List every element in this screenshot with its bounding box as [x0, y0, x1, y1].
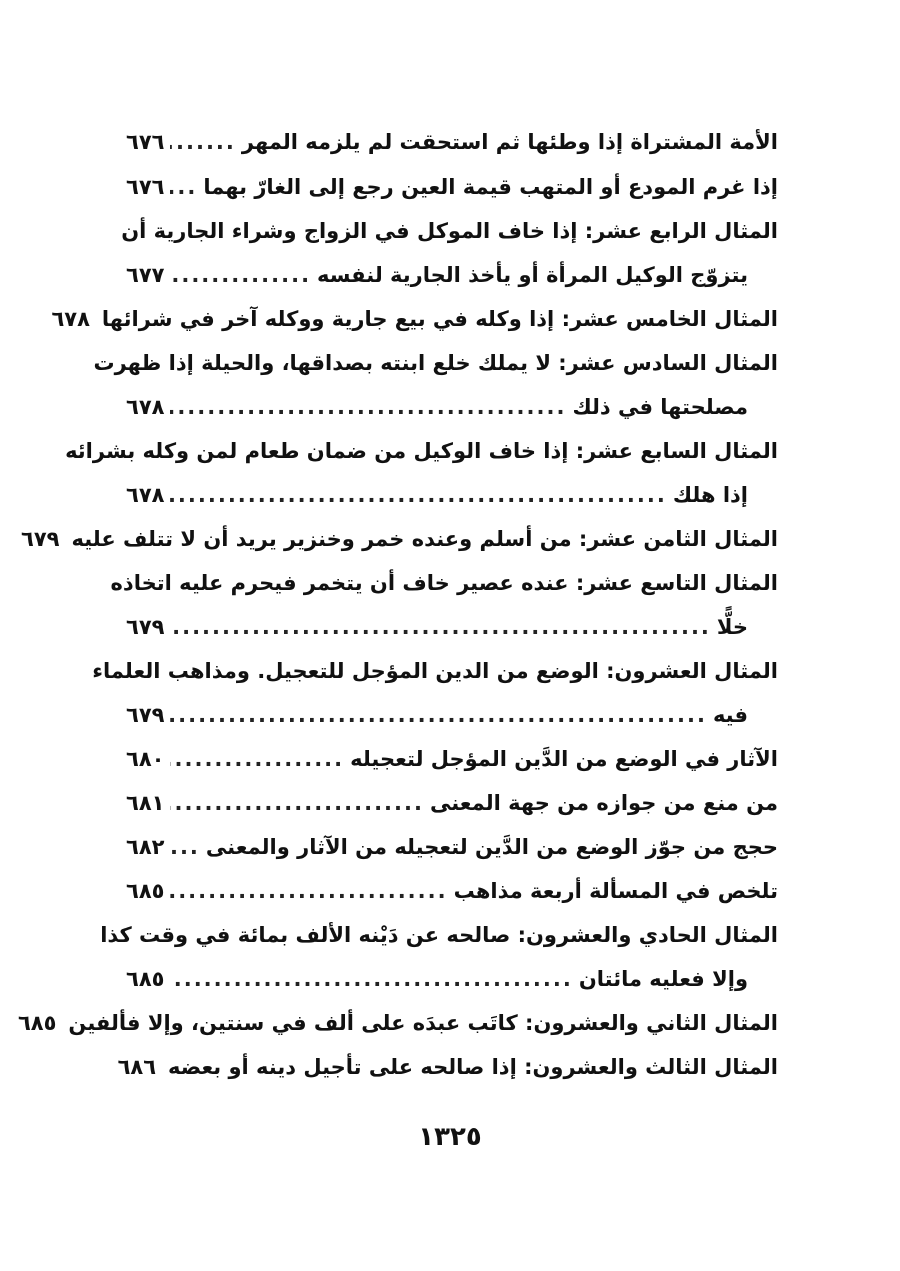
toc-entry: [17, 1001, 778, 1045]
toc-entry-line: [21, 517, 778, 561]
toc-entry: [121, 209, 778, 297]
table-of-contents: [17, 119, 778, 1089]
toc-page-number: ٦٨٢: [126, 835, 165, 859]
toc-page-number: ٦٨٥: [126, 967, 165, 991]
toc-entry-line: [126, 869, 778, 913]
toc-page-number: ٦٨٥: [17, 1011, 57, 1035]
toc-entry-title: حجج من جوّز الوضع من الدَّين لتعجيله من الآثار والمعنى: [205, 835, 778, 859]
toc-page-number: ٦٧٦: [126, 175, 165, 199]
toc-page-number: ٦٨١: [126, 791, 165, 815]
toc-page-number: ٦٧٩: [21, 527, 60, 551]
dot-leader: [170, 825, 199, 869]
toc-page-number: ٦٧٨: [51, 307, 90, 331]
toc-entry-title: خلًّا: [716, 615, 748, 639]
toc-entry-line: [65, 429, 778, 473]
toc-page-number: ٦٧٨: [126, 483, 165, 507]
toc-entry-line: [100, 913, 778, 957]
toc-entry: [126, 737, 778, 781]
toc-entry: [126, 825, 778, 869]
toc-entry-title: المثال الثالث والعشرون: إذا صالحه على تأجيل دينه أو بعضه: [168, 1055, 778, 1079]
toc-page-number: ٦٨٦: [117, 1055, 157, 1079]
toc-entry: [100, 913, 778, 1001]
toc-entry-line: [93, 341, 778, 385]
dot-leader: [170, 165, 197, 209]
toc-entry-continuation-line: [126, 693, 778, 737]
toc-entry-line: [51, 297, 778, 341]
dot-leader: [170, 869, 447, 913]
toc-entry-continuation-line: [126, 957, 778, 1001]
toc-entry-line: [126, 119, 778, 165]
toc-entry-line: [110, 561, 778, 605]
toc-entry-line: [126, 825, 778, 869]
toc-entry-line: [17, 1001, 778, 1045]
toc-entry-title: المثال الخامس عشر: إذا وكله في بيع جارية ووكله آخر في شرائها: [101, 307, 778, 331]
toc-entry-title: الأمة المشتراة إذا وطئها ثم استحقت لم يلزمه المهر: [241, 130, 778, 154]
toc-entry-title: المثال الثامن عشر: من أسلم وعنده خمر وخنزير يريد أن لا تتلف عليه: [71, 527, 778, 551]
toc-entry: [21, 517, 778, 561]
toc-entry-continuation-line: [126, 253, 778, 297]
toc-page-number: ٦٧٩: [126, 703, 165, 727]
toc-entry-title: تلخص في المسألة أربعة مذاهب: [453, 879, 778, 903]
toc-entry: [126, 165, 778, 209]
dot-leader: [170, 253, 311, 297]
dot-leader: [170, 693, 706, 737]
toc-entry-line: [117, 1045, 778, 1089]
toc-entry: [92, 649, 778, 737]
page-number: ١٣٢٥: [418, 1122, 482, 1152]
dot-leader: [170, 119, 235, 165]
toc-entry-title: المثال العشرون: الوضع من الدين المؤجل للتعجيل. ومذاهب العلماء: [92, 659, 778, 683]
toc-entry: [126, 119, 778, 165]
toc-page-number: ٦٧٦: [126, 130, 165, 154]
toc-entry: [93, 341, 778, 429]
toc-entry-line: [126, 165, 778, 209]
toc-entry: [126, 869, 778, 913]
toc-page-number: ٦٧٧: [126, 263, 165, 287]
toc-entry: [51, 297, 778, 341]
toc-entry: [110, 561, 778, 649]
toc-entry-continuation-line: [126, 605, 778, 649]
toc-entry-title: إذا هلك: [672, 483, 748, 507]
toc-entry-title: مصلحتها في ذلك: [572, 395, 748, 419]
toc-entry-title: المثال التاسع عشر: عنده عصير خاف أن يتخمر فيحرم عليه اتخاذه: [110, 571, 778, 595]
toc-entry-title: المثال السابع عشر: إذا خاف الوكيل من ضمان طعام لمن وكله بشرائه: [65, 439, 778, 463]
toc-entry-line: [126, 737, 778, 781]
toc-entry-title: من منع من جوازه من جهة المعنى: [429, 791, 778, 815]
toc-entry-continuation-line: [126, 473, 778, 517]
toc-entry-title: فيه: [712, 703, 748, 727]
dot-leader: [170, 605, 710, 649]
toc-entry-title: المثال الحادي والعشرون: صالحه عن دَيْنه الألف بمائة في وقت كذا: [100, 923, 778, 947]
toc-entry-title: يتزوّج الوكيل المرأة أو يأخذ الجارية لنفسه: [317, 263, 748, 287]
dot-leader: [170, 957, 572, 1001]
dot-leader: [170, 781, 424, 825]
toc-entry-line: [92, 649, 778, 693]
toc-page-number: ٦٧٩: [126, 615, 165, 639]
toc-entry: [117, 1045, 778, 1089]
dot-leader: [170, 737, 344, 781]
dot-leader: [170, 473, 666, 517]
toc-entry-line: [121, 209, 778, 253]
toc-page-number: ٦٧٨: [126, 395, 165, 419]
toc-entry: [65, 429, 778, 517]
toc-entry-title: المثال الرابع عشر: إذا خاف الموكل في الزواج وشراء الجارية أن: [121, 219, 778, 243]
toc-entry-title: المثال السادس عشر: لا يملك خلع ابنته بصداقها، والحيلة إذا ظهرت: [93, 351, 778, 375]
toc-entry-title: إذا غرم المودع أو المتهب قيمة العين رجع إلى الغارّ بهما: [203, 175, 778, 199]
toc-entry-title: وإلا فعليه مائتان: [578, 967, 748, 991]
toc-entry-continuation-line: [126, 385, 778, 429]
toc-entry-title: الآثار في الوضع من الدَّين المؤجل لتعجيله: [350, 747, 778, 771]
toc-entry-line: [126, 781, 778, 825]
dot-leader: [170, 385, 566, 429]
toc-page-number: ٦٨٥: [126, 879, 165, 903]
toc-entry: [126, 781, 778, 825]
toc-entry-title: المثال الثاني والعشرون: كاتَب عبدَه على ألف في سنتين، وإلا فألفين: [68, 1011, 778, 1035]
toc-page-number: ٦٨٠: [126, 747, 165, 771]
